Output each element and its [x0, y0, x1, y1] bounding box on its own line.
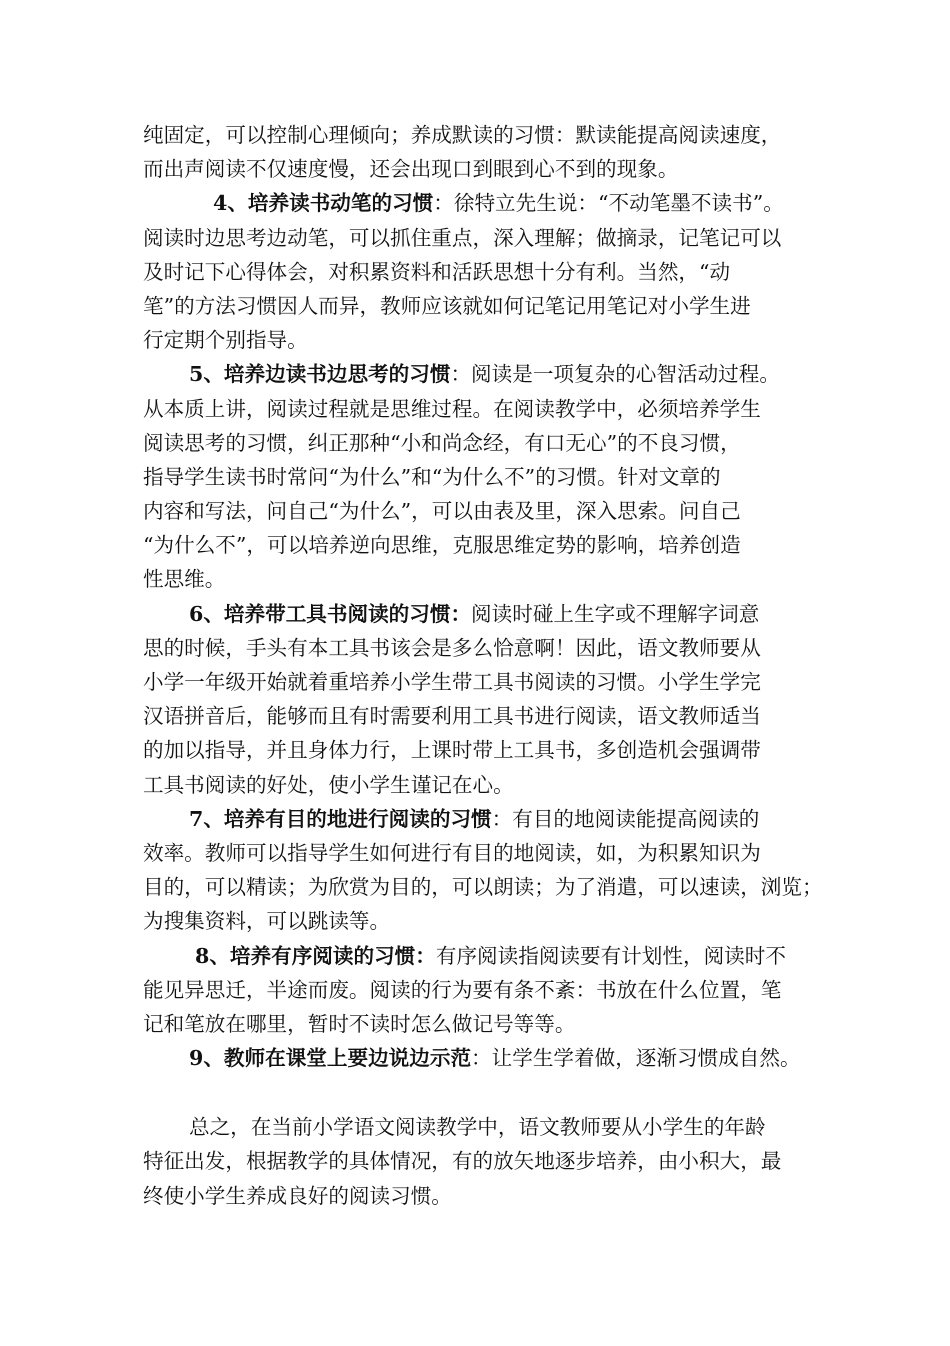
paragraph-gap [143, 1075, 823, 1110]
text-line: 特征出发，根据教学的具体情况，有的放矢地逐步培养，由小积大，最 [143, 1149, 782, 1174]
text-line: 行定期个别指导。 [143, 328, 308, 353]
text-line: 汉语拼音后，能够而且有时需要利用工具书进行阅读，语文教师适当 [143, 704, 761, 729]
paragraph-heading-5 [143, 357, 823, 391]
text-line: 思的时候，手头有本工具书该会是多么恰意啊！因此，语文教师要从 [143, 635, 761, 660]
heading-4-title: 4、培养读书动笔的习惯 [213, 191, 434, 216]
heading-7-text: ：有目的地阅读能提高阅读的 [491, 806, 760, 831]
text-line: 阅读思考的习惯，纠正那种“小和尚念经，有口无心”的不良习惯， [143, 430, 741, 455]
text-line: 而出声阅读不仅速度慢，还会出现口到眼到心不到的现象。 [143, 157, 679, 182]
text-line: 工具书阅读的好处，使小学生谨记在心。 [143, 772, 514, 797]
text-line: 记和笔放在哪里，暂时不读时怎么做记号等等。 [143, 1011, 576, 1036]
text-line: 及时记下心得体会，对积累资料和活跃思想十分有利。当然，“动 [143, 259, 731, 284]
document-body [143, 118, 823, 1213]
text-line: 终使小学生养成良好的阅读习惯。 [143, 1183, 452, 1208]
heading-5-text: ：阅读是一项复杂的心智活动过程。 [450, 362, 780, 387]
heading-5-title: 5、培养边读书边思考的习惯 [189, 362, 451, 387]
paragraph-heading-4 [143, 186, 823, 220]
text-line: 效率。教师可以指导学生如何进行有目的地阅读，如，为积累知识为 [143, 840, 761, 865]
text-line: 纯固定，可以控制心理倾向；养成默读的习惯：默读能提高阅读速度， [143, 123, 782, 147]
text-line: 指导学生读书时常问“为什么”和“为什么不”的习惯。针对文章的 [143, 464, 721, 489]
text-line: 内容和写法，问自己“为什么”，可以由表及里，深入思索。问自己 [143, 499, 741, 524]
paragraph-heading-7 [143, 802, 823, 836]
heading-8-text: 有序阅读指阅读要有计划性，阅读时不 [435, 943, 786, 968]
heading-4-text: ：徐特立先生说：“不动笔墨不读书”。 [433, 191, 784, 216]
text-line: 阅读时边思考边动笔，可以抓住重点，深入理解；做摘录，记笔记可以 [143, 225, 782, 250]
paragraph-heading-6 [143, 597, 823, 631]
heading-9-text: ：让学生学着做，逐渐习惯成自然。 [471, 1046, 801, 1071]
heading-6-text: 阅读时碰上生字或不理解字词意 [471, 601, 760, 626]
text-line: “为什么不”，可以培养逆向思维，克服思维定势的影响，培养创造 [143, 533, 741, 558]
text-line: 性思维。 [143, 567, 226, 592]
text-line: 小学一年级开始就着重培养小学生带工具书阅读的习惯。小学生学完 [143, 670, 761, 694]
text-line: 的加以指导，并且身体力行，上课时带上工具书，多创造机会强调带 [143, 738, 761, 763]
text-line: 为搜集资料，可以跳读等。 [143, 909, 391, 934]
text-line: 能见异思迁，半途而废。阅读的行为要有条不紊：书放在什么位置，笔 [143, 977, 782, 1002]
text-line: 笔”的方法习惯因人而异，教师应该就如何记笔记用笔记对小学生进 [143, 293, 751, 318]
text-line: 目的，可以精读；为欣赏为目的，可以朗读；为了消遣，可以速读，浏览； [143, 875, 823, 900]
heading-9-title: 9、教师在课堂上要边说边示范 [189, 1046, 472, 1071]
conclusion-first-line: 总之，在当前小学语文阅读教学中，语文教师要从小学生的年龄 [189, 1115, 766, 1140]
paragraph-heading-9 [143, 1041, 823, 1075]
heading-8-title: 8、培养有序阅读的习惯： [195, 943, 436, 968]
paragraph-heading-8 [143, 939, 823, 973]
heading-7-title: 7、培养有目的地进行阅读的习惯 [189, 806, 492, 831]
text-line: 从本质上讲，阅读过程就是思维过程。在阅读教学中，必须培养学生 [143, 396, 761, 421]
heading-6-title: 6、培养带工具书阅读的习惯： [189, 601, 472, 626]
